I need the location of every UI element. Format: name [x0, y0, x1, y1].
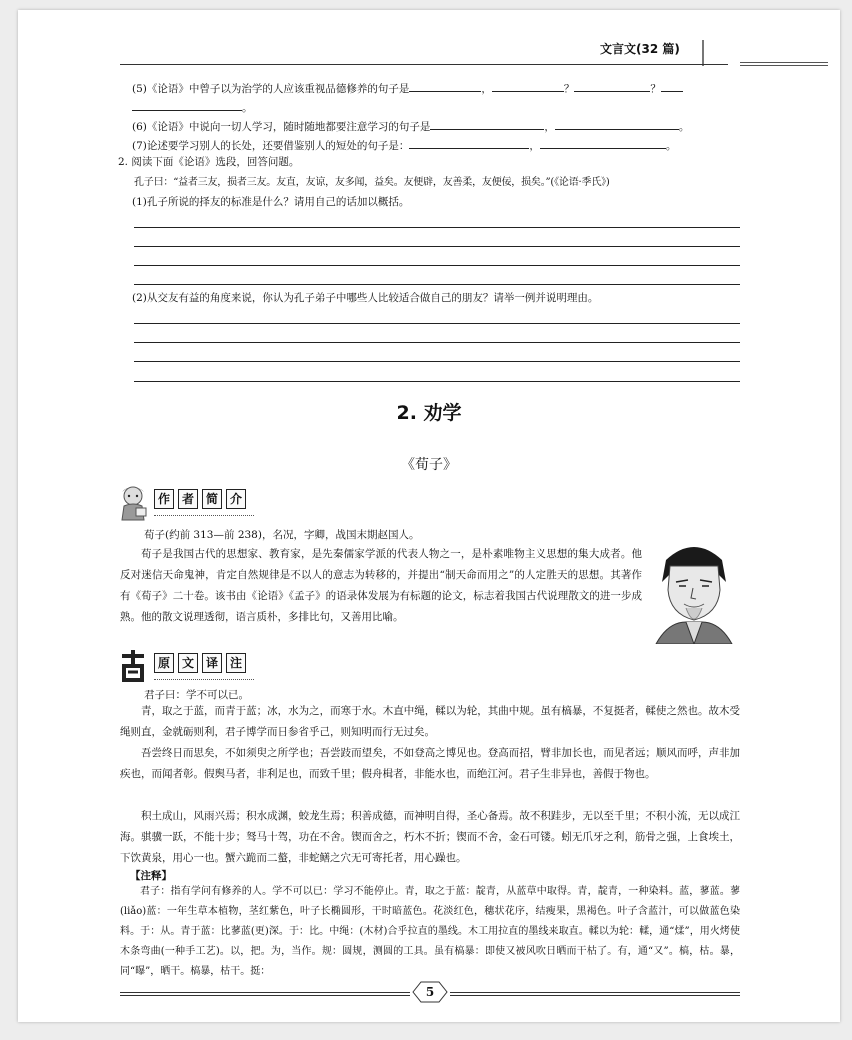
question-7-text: (7)论述要学习别人的长处，还要借鉴别人的短处的句子是： [132, 140, 410, 152]
answer-line[interactable] [134, 342, 740, 343]
heading-char: 译 [202, 653, 222, 673]
heading-char: 原 [154, 653, 174, 673]
answer-line[interactable] [134, 361, 740, 362]
heading-char: 文 [178, 653, 198, 673]
footer-rule-right [450, 992, 740, 996]
question-7 [132, 137, 676, 153]
answer-blank[interactable] [492, 80, 564, 92]
question-6 [132, 118, 689, 134]
heading-char: 介 [226, 489, 246, 509]
section-heading-text-notes [154, 653, 246, 673]
end-mark: 。 [678, 121, 690, 133]
answer-blank[interactable] [540, 137, 666, 149]
question-5-text: (5)《论语》中曾子以为治学的人应该重视品德修养的句子是 [132, 83, 410, 95]
lesson-author: 《荀子》 [401, 457, 457, 473]
scholar-icon [116, 484, 150, 522]
lesson-title: 2. 劝学 [396, 402, 462, 424]
answer-blank[interactable] [430, 118, 544, 130]
xunzi-portrait-image [648, 530, 740, 644]
separator: ， [544, 121, 555, 133]
original-text-paragraph-2: 吾尝终日而思矣，不如须臾之所学也；吾尝跂而望矣，不如登高之博见也。登高而招，臂非加长也，而见者远；顺风而呼，声非加疾也，而闻者彰。假舆马者，非利足也，而致千里；假舟楫者，非能水也，而绝江河。君子生非异也，善假于物也。 [120, 747, 740, 780]
notes-label: 【注释】 [130, 870, 172, 882]
heading-underline [154, 515, 254, 516]
original-text-paragraph-3: 积土成山，风雨兴焉；积水成渊，蛟龙生焉；积善成德，而神明自得，圣心备焉。故不积跬步，无以至千里；不积小流，无以成江海。骐骥一跃，不能十步；驽马十驾，功在不舍。锲而舍之，朽木不折；锲而不舍，金石可镂。蚓无爪牙之利，筋骨之强，上食埃土，下饮黄泉，用心一也。蟹六跪而二螯，非蛇鳝之穴无可寄托者，用心躁也。 [120, 810, 740, 864]
question-6-text: (6)《论语》中说向一切人学习，随时随地都要注意学习的句子是 [132, 121, 431, 133]
lunyu-quote: 孔子曰：“益者三友，损者三友。友直，友谅，友多闻，益矣。友便辟，友善柔，友便佞，损矣。”(《论语·季氏》) [134, 177, 610, 188]
separator: ？ [650, 83, 661, 95]
author-biography: 荀子是我国古代的思想家、教育家，是先秦儒家学派的代表人物之一，是朴素唯物主义思想的集大成者。他反对迷信天命鬼神，肯定自然规律是不以人的意志为转移的，并提出“制天命而用之”的人定胜天的思想。其著作有《荀子》二十卷。该书由《论语》《孟子》的语录体发展为有标题的论文，标志着我国古代说理散文的进一步成熟。他的散文说理透彻，语言质朴，多排比句，又善用比喻。 [120, 548, 642, 623]
answer-line[interactable] [134, 323, 740, 324]
running-header-title: 文言文(32 篇) [600, 42, 680, 56]
heading-underline [154, 679, 254, 680]
heading-char: 者 [178, 489, 198, 509]
separator: ？ [563, 83, 575, 95]
answer-line[interactable] [134, 227, 740, 228]
answer-blank[interactable] [409, 137, 529, 149]
heading-char: 作 [154, 489, 174, 509]
author-basic-info: 荀子(约前 313—前 238)，名况，字卿，战国末期赵国人。 [144, 529, 420, 541]
question-5-continued [132, 99, 253, 115]
end-mark: 。 [242, 102, 253, 114]
section-heading-author-intro [154, 489, 246, 509]
original-text-opening: 君子曰：学不可以已。 [144, 689, 249, 701]
header-rule [120, 64, 728, 65]
calligraphy-gu-icon [118, 648, 148, 682]
answer-blank[interactable] [555, 118, 679, 130]
header-double-rule [740, 62, 828, 66]
original-text-paragraph-1: 青，取之于蓝，而青于蓝；冰，水为之，而寒于水。木直中绳，輮以为轮，其曲中规。虽有槁暴，不复挺者，輮使之然也。故木受绳则直，金就砺则利，君子博学而日参省乎己，则知明而行无过矣。 [120, 705, 740, 738]
header-divider-bar [702, 40, 704, 66]
end-mark: 。 [665, 140, 677, 152]
document-page [18, 10, 840, 1022]
sub-question-1: (1)孔子所说的择友的标准是什么？请用自己的话加以概括。 [132, 196, 410, 208]
answer-line[interactable] [134, 265, 740, 266]
separator: ， [529, 140, 540, 152]
answer-line[interactable] [134, 381, 740, 382]
page-number-text: 5 [425, 985, 435, 999]
question-2: 2. 阅读下面《论语》选段，回答问题。 [118, 156, 300, 168]
answer-blank[interactable] [132, 99, 242, 111]
footer-rule-left [120, 992, 410, 996]
answer-line[interactable] [134, 284, 740, 285]
answer-line[interactable] [134, 246, 740, 247]
question-5 [132, 80, 683, 96]
page-number [411, 980, 449, 1004]
heading-char: 简 [202, 489, 222, 509]
separator: ， [481, 83, 492, 95]
answer-blank[interactable] [661, 80, 683, 92]
answer-blank[interactable] [574, 80, 650, 92]
annotations: 君子：指有学问有修养的人。学不可以已：学习不能停止。青，取之于蓝：靛青，从蓝草中取得。青，靛青，一种染料。蓝，蓼蓝。蓼(liǎo)蓝：一年生草本植物，茎红紫色，叶子长椭圆形，干时暗蓝色。花淡红色，穗状花序，结瘦果，黑褐色。叶子含蓝汁，可以做蓝色染料。于：从。青于蓝：比蓼蓝(更)深。于：比。中绳：(木材)合乎拉直的墨线。木工用拉直的墨线来取直。輮以为轮：輮，通“煣”，用火烤使木条弯曲(一种手工艺)。以，把。为，当作。规：圆规，测圆的工具。虽有槁暴：即使又被风吹日晒而干枯了。有，通“又”。槁，枯。暴，同“曝”，晒干。槁暴，枯干。挺： [120, 886, 740, 977]
answer-blank[interactable] [409, 80, 481, 92]
sub-question-2: (2)从交友有益的角度来说，你认为孔子弟子中哪些人比较适合做自己的朋友？请举一例并说明理由。 [132, 292, 599, 304]
heading-char: 注 [226, 653, 246, 673]
